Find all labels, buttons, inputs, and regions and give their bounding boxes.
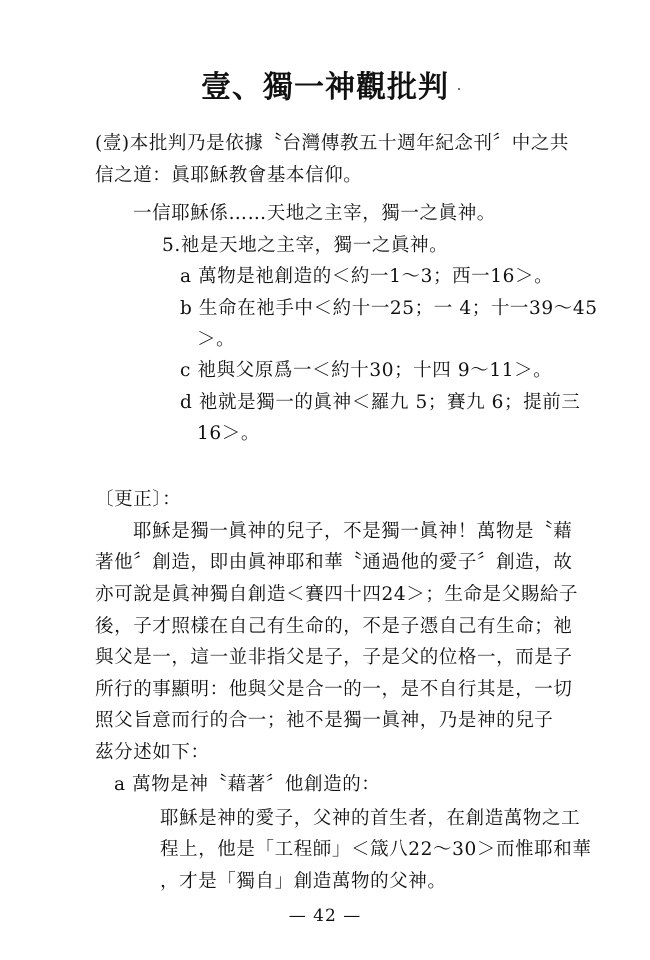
subpoint-paragraph-line: 程上，他是「工程師」＜箴八22～30＞而惟耶和華 [160,839,592,860]
creed-point-line: d 祂就是獨一的眞神＜羅九 5；賽九 6；提前三 [180,392,581,413]
paragraph-line: 信之道：眞耶穌教會基本信仰。 [95,165,363,186]
creed-point-line: a 萬物是祂創造的＜約一1～3；西一16＞。 [180,266,554,287]
subpoint-paragraph-line: 耶穌是神的愛子，父神的首生者，在創造萬物之工 [160,808,581,829]
correction-paragraph-line: 亦可說是眞神獨自創造＜賽四十四24＞；生命是父賜給子 [95,584,579,605]
page-number: — 42 — [288,906,362,926]
correction-paragraph-line: 耶穌是獨一眞神的兒子，不是獨一眞神！萬物是〝藉 [133,521,573,542]
paragraph-line: (壹)本批判乃是依據〝台灣傳教五十週年紀念刊〞中之共 [95,133,570,154]
creed-point-line: b 生命在祂手中＜約十一25；一 4；十一39～45 [180,298,598,319]
subpoint-paragraph-line: ，才是「獨自」創造萬物的父神。 [160,871,447,892]
correction-paragraph-line: 照父旨意而行的合一；祂不是獨一眞神，乃是神的兒子 [95,710,554,731]
creed-item-line: 一信耶穌係……天地之主宰，獨一之眞神。 [133,203,496,224]
correction-paragraph-line: 所行的事顯明：他與父是合一的一，是不自行其是，一切 [95,679,573,700]
correction-paragraph-line: 後，子才照樣在自己有生命的，不是子憑自己有生命；祂 [95,616,573,637]
creed-point-line: c 祂與父原爲一＜約十30；十四 9～11＞。 [180,360,553,381]
correction-paragraph-line: 與父是一，這一並非指父是子，子是父的位格一，而是子 [95,647,573,668]
page-title: 壹、獨一神觀批判 [201,70,449,105]
creed-point-line: ＞。 [197,329,236,350]
subpoint-heading: a 萬物是神〝藉著〞他創造的： [114,774,381,795]
correction-heading: 〔更正〕： [95,489,182,510]
creed-subitem-line: 5.祂是天地之主宰，獨一之眞神。 [162,235,449,256]
creed-point-line: 16＞。 [197,423,260,444]
scan-speck [458,88,460,90]
correction-paragraph-line: 茲分述如下： [95,742,210,763]
correction-paragraph-line: 著他〞創造，即由眞神耶和華〝通過他的愛子〞創造，故 [95,552,573,573]
